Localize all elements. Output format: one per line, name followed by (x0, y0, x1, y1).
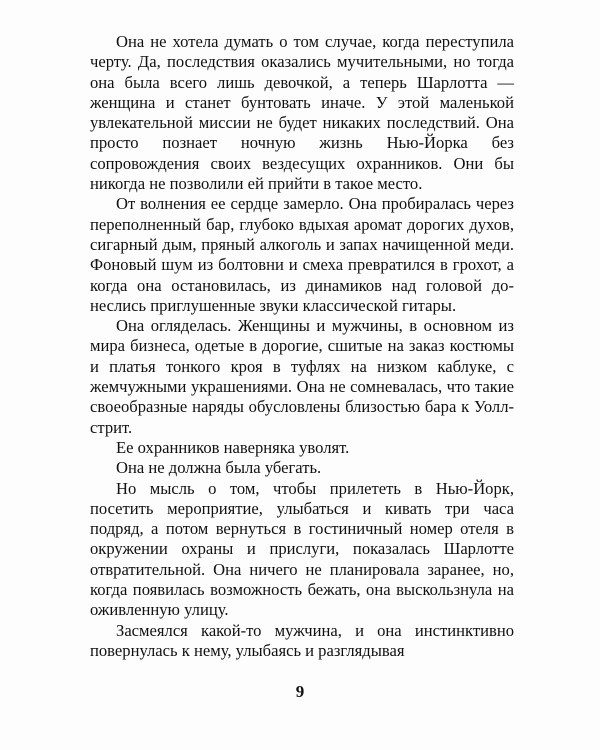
paragraph-2: От волнения ее сердце замерло. Она пробиралась через переполненный бар, глубоко вдыхая аромат дорогих духов, сигарный дым, пряный алкоголь и запах начищенной меди. Фоновый шум из болтовни и смеха превратился в грохот, а когда она остановилась, из динамиков над головой донеслись приглушенные звуки классической гитары. (90, 194, 514, 315)
page-number: 9 (295, 682, 305, 701)
paragraph-5: Она не должна была убегать. (116, 458, 322, 478)
paragraph-6: Но мысль о том, чтобы прилететь в Нью-Йорк, посетить мероприятие, улыбаться и кивать три часа подряд, а потом вернуться в гостиничный номер отеля в окружении охраны и прислуги, показалась Шарлотте отвратительной. Она ничего не планировала заранее, но, когда появилась возможность бежать, она выскользнула на оживленную улицу. (90, 478, 514, 620)
paragraph-7: Засмеялся какой-то мужчина, и она инстинктивно повернулась к нему, улыбаясь и разглядывая (90, 620, 514, 660)
paragraph-1: Она не хотела думать о том случае, когда переступила черту. Да, последствия оказались мучительными, но тогда она была всего лишь девочкой, а теперь Шарлотта — женщина и станет бунтовать иначе. У этой маленькой увлекательной миссии не будет никаких последствий. Она просто познает ночную жизнь Нью-Йорка без сопровождения своих вездесущих охранников. Они бы никогда не позволили ей прийти в такое место. (90, 32, 514, 194)
paragraph-3: Она огляделась. Женщины и мужчины, в основном из мира бизнеса, одетые в дорогие, сшитые на заказ костюмы и платья тонкого кроя в туфлях на низком каблуке, с жемчужными украшениями. Она не сомневалась, что такие своеобразные наряды обусловлены близостью бара к Уолл-стрит. (90, 316, 514, 437)
paragraph-4: Ее охранников наверняка уволят. (116, 437, 350, 457)
body-text (90, 32, 514, 661)
